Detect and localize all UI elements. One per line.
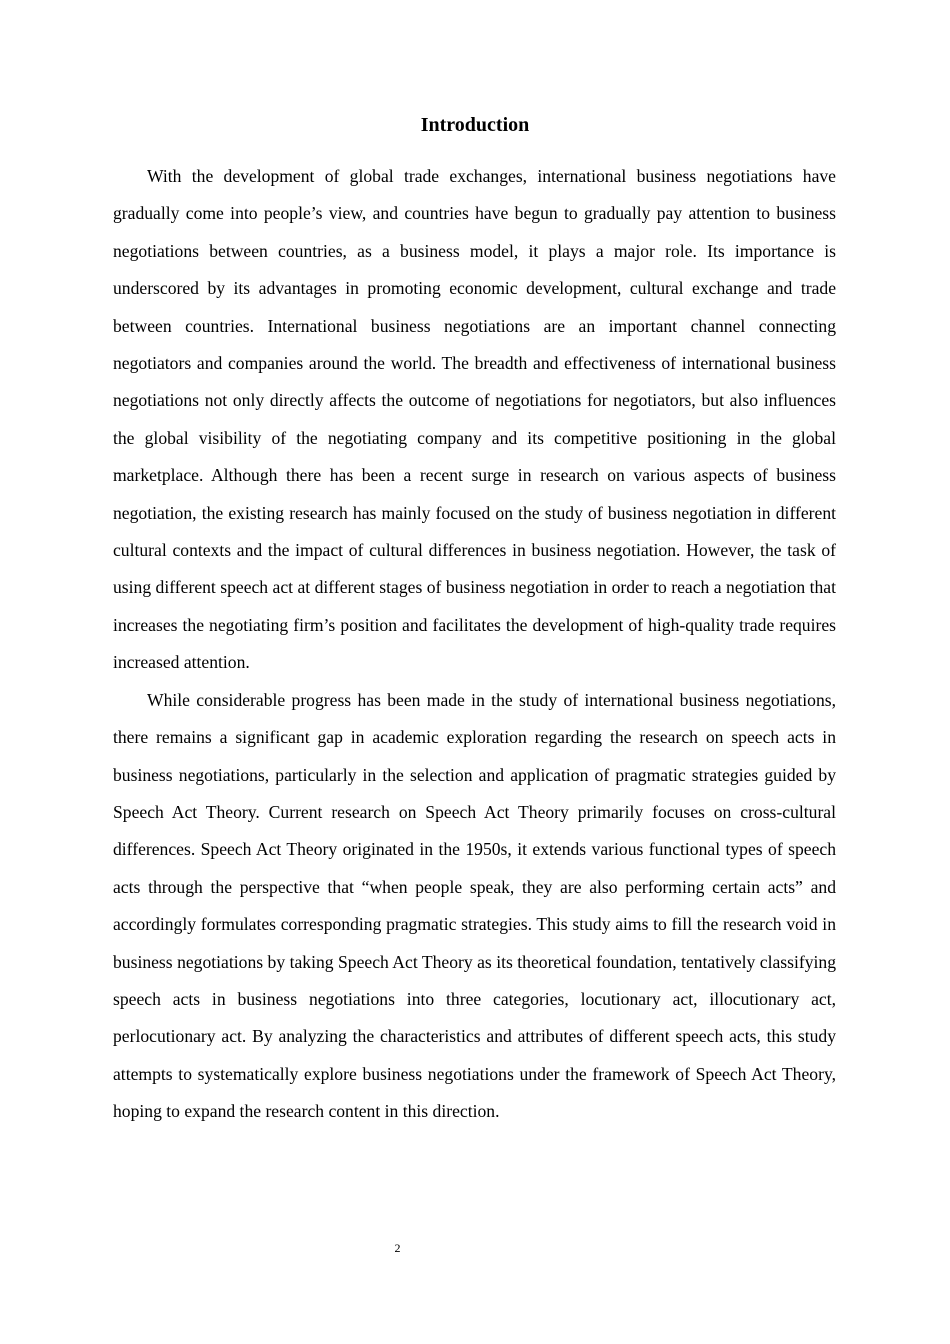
body-text [113, 158, 836, 1131]
page-title: Introduction [420, 114, 530, 136]
paragraph: While considerable progress has been made in the study of international business negotiations, there remains a significant gap in academic exploration regarding the research on speech acts in business negotiations, particularly in the selection and application of pragmatic strategies guided by Speech Act Theory. Current research on Speech Act Theory primarily focuses on cross-cultural differences. Speech Act Theory originated in the 1950s, it extends various functional types of speech acts through the perspective that “when people speak, they are also performing certain acts” and accordingly formulates corresponding pragmatic strategies. This study aims to fill the research void in business negotiations by taking Speech Act Theory as its theoretical foundation, tentatively classifying speech acts in business negotiations into three categories, locutionary act, illocutionary act, perlocutionary act. By analyzing the characteristics and attributes of different speech acts, this study attempts to systematically explore business negotiations under the framework of Speech Act Theory, hoping to expand the research content in this direction. [113, 689, 836, 1122]
paragraph: With the development of global trade exchanges, international business negotiations have gradually come into people’s view, and countries have begun to gradually pay attention to business negotiations between countries, as a business model, it plays a major role. Its importance is underscored by its advantages in promoting economic development, cultural exchange and trade between countries. International business negotiations are an important channel connecting negotiators and companies around the world. The breadth and effectiveness of international business negotiations not only directly affects the outcome of negotiations for negotiators, but also influences the global visibility of the negotiating company and its competitive positioning in the global marketplace. Although there has been a recent surge in research on various aspects of business negotiation, the existing research has mainly focused on the study of business negotiation in different cultural contexts and the impact of cultural differences in business negotiation. However, the task of using different speech act at different stages of business negotiation in order to reach a negotiation that increases the negotiating firm’s position and facilitates the development of high-quality trade requires increased attention. [113, 166, 836, 673]
page-number: 2 [394, 1241, 401, 1255]
